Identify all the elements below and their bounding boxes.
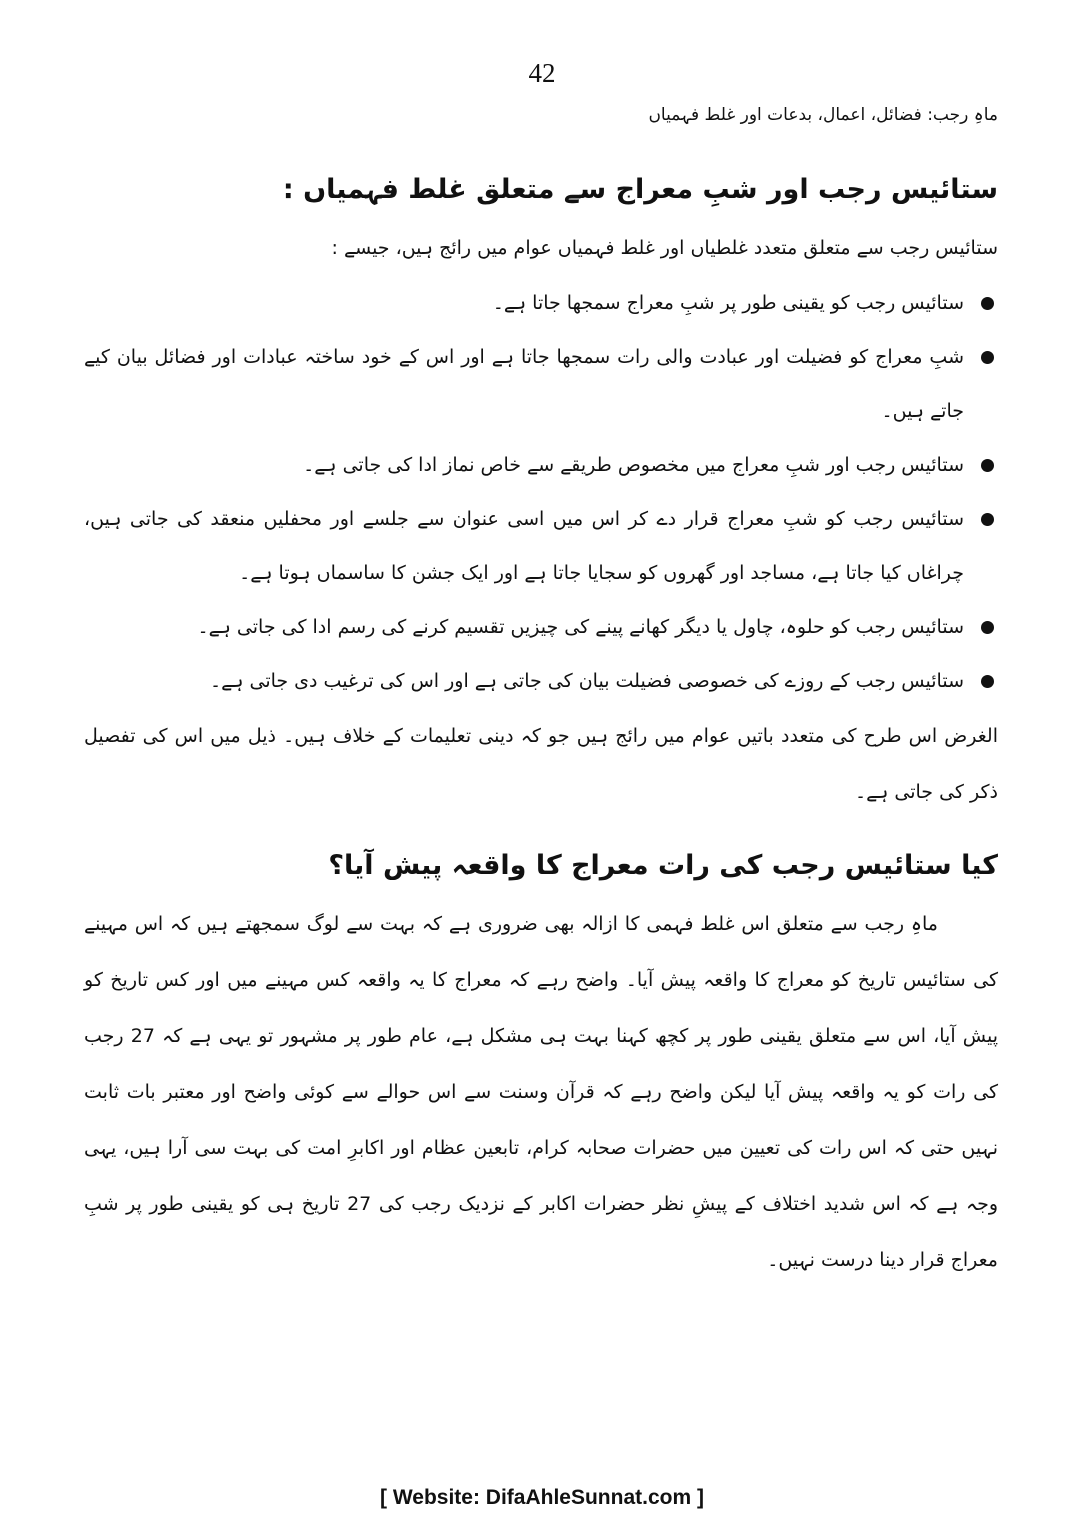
bullet-icon bbox=[981, 621, 994, 634]
running-head: ماہِ رجب: فضائل، اعمال، بدعات اور غلط فہمیاں bbox=[648, 105, 998, 125]
bullet-icon bbox=[981, 675, 994, 688]
bullet-icon bbox=[981, 459, 994, 472]
list-item bbox=[84, 438, 998, 492]
list-item-text: ستائیس رجب کے روزے کی خصوصی فضیلت بیان کی جاتی ہے اور اس کی ترغیب دی جاتی ہے۔ bbox=[210, 670, 964, 692]
page-content bbox=[84, 160, 998, 1288]
page-number: 42 bbox=[528, 58, 556, 88]
list-item-text: ستائیس رجب کو یقینی طور پر شبِ معراج سمجھا جاتا ہے۔ bbox=[492, 292, 964, 314]
list-item bbox=[84, 654, 998, 708]
body-paragraph: ماہِ رجب سے متعلق اس غلط فہمی کا ازالہ بھی ضروری ہے کہ بہت سے لوگ سمجھتے ہیں کہ اس مہینے کی ستائیس تاریخ کو معراج کا واقعہ پیش آیا۔ واضح رہے کہ معراج کا یہ واقعہ کس مہینے میں اور کس تاریخ کو پیش آیا، اس سے متعلق یقینی طور پر کچھ کہنا بہت ہی مشکل ہے، عام طور پر مشہور تو یہی ہے کہ 27 رجب کی رات کو یہ واقعہ پیش آیا لیکن واضح رہے کہ قرآن وسنت سے اس حوالے سے کوئی واضح اور معتبر بات ثابت نہیں حتی کہ اس رات کی تعیین میں حضرات صحابہ کرام، تابعین عظام اور اکابرِ امت کی بہت سی آرا ہیں، یہی وجہ ہے کہ اس شدید اختلاف کے پیشِ نظر حضرات اکابر کے نزدیک رجب کی 27 تاریخ ہی کو یقینی طور پر شبِ معراج قرار دینا درست نہیں۔ bbox=[84, 913, 998, 1271]
bullet-icon bbox=[981, 351, 994, 364]
bullet-icon bbox=[981, 513, 994, 526]
section-heading-shab-e-miraj: کیا ستائیس رجب کی رات معراج کا واقعہ پیش آیا؟ bbox=[328, 850, 998, 881]
list-item bbox=[84, 330, 998, 438]
website-footer: [ Website: DifaAhleSunnat.com ] bbox=[380, 1486, 704, 1509]
list-item bbox=[84, 276, 998, 330]
section-heading-misconceptions: ستائیس رجب اور شبِ معراج سے متعلق غلط فہمیاں : bbox=[282, 174, 998, 205]
section-intro: ستائیس رجب سے متعلق متعدد غلطیاں اور غلط فہمیاں عوام میں رائج ہیں، جیسے : bbox=[331, 237, 998, 259]
list-item bbox=[84, 600, 998, 654]
list-item-text: ستائیس رجب کو حلوہ، چاول یا دیگر کھانے پینے کی چیزیں تقسیم کرنے کی رسم ادا کی جاتی ہے۔ bbox=[197, 616, 964, 638]
bullet-icon bbox=[981, 297, 994, 310]
misconceptions-list bbox=[84, 276, 998, 708]
list-item bbox=[84, 492, 998, 600]
list-item-text: شبِ معراج کو فضیلت اور عبادت والی رات سمجھا جاتا ہے اور اس کے خود ساختہ عبادات اور فضائل بیان کیے جاتے ہیں۔ bbox=[84, 346, 964, 422]
list-item-text: ستائیس رجب اور شبِ معراج میں مخصوص طریقے سے خاص نماز ادا کی جاتی ہے۔ bbox=[303, 454, 964, 476]
list-item-text: ستائیس رجب کو شبِ معراج قرار دے کر اس میں اسی عنوان سے جلسے اور محفلیں منعقد کی جاتی ہیں، چراغاں کیا جاتا ہے، مساجد اور گھروں کو سجایا جاتا ہے اور ایک جشن کا ساسماں ہوتا ہے۔ bbox=[84, 508, 964, 584]
summary-paragraph: الغرض اس طرح کی متعدد باتیں عوام میں رائج ہیں جو کہ دینی تعلیمات کے خلاف ہیں۔ ذیل میں اس کی تفصیل ذکر کی جاتی ہے۔ bbox=[84, 725, 998, 803]
